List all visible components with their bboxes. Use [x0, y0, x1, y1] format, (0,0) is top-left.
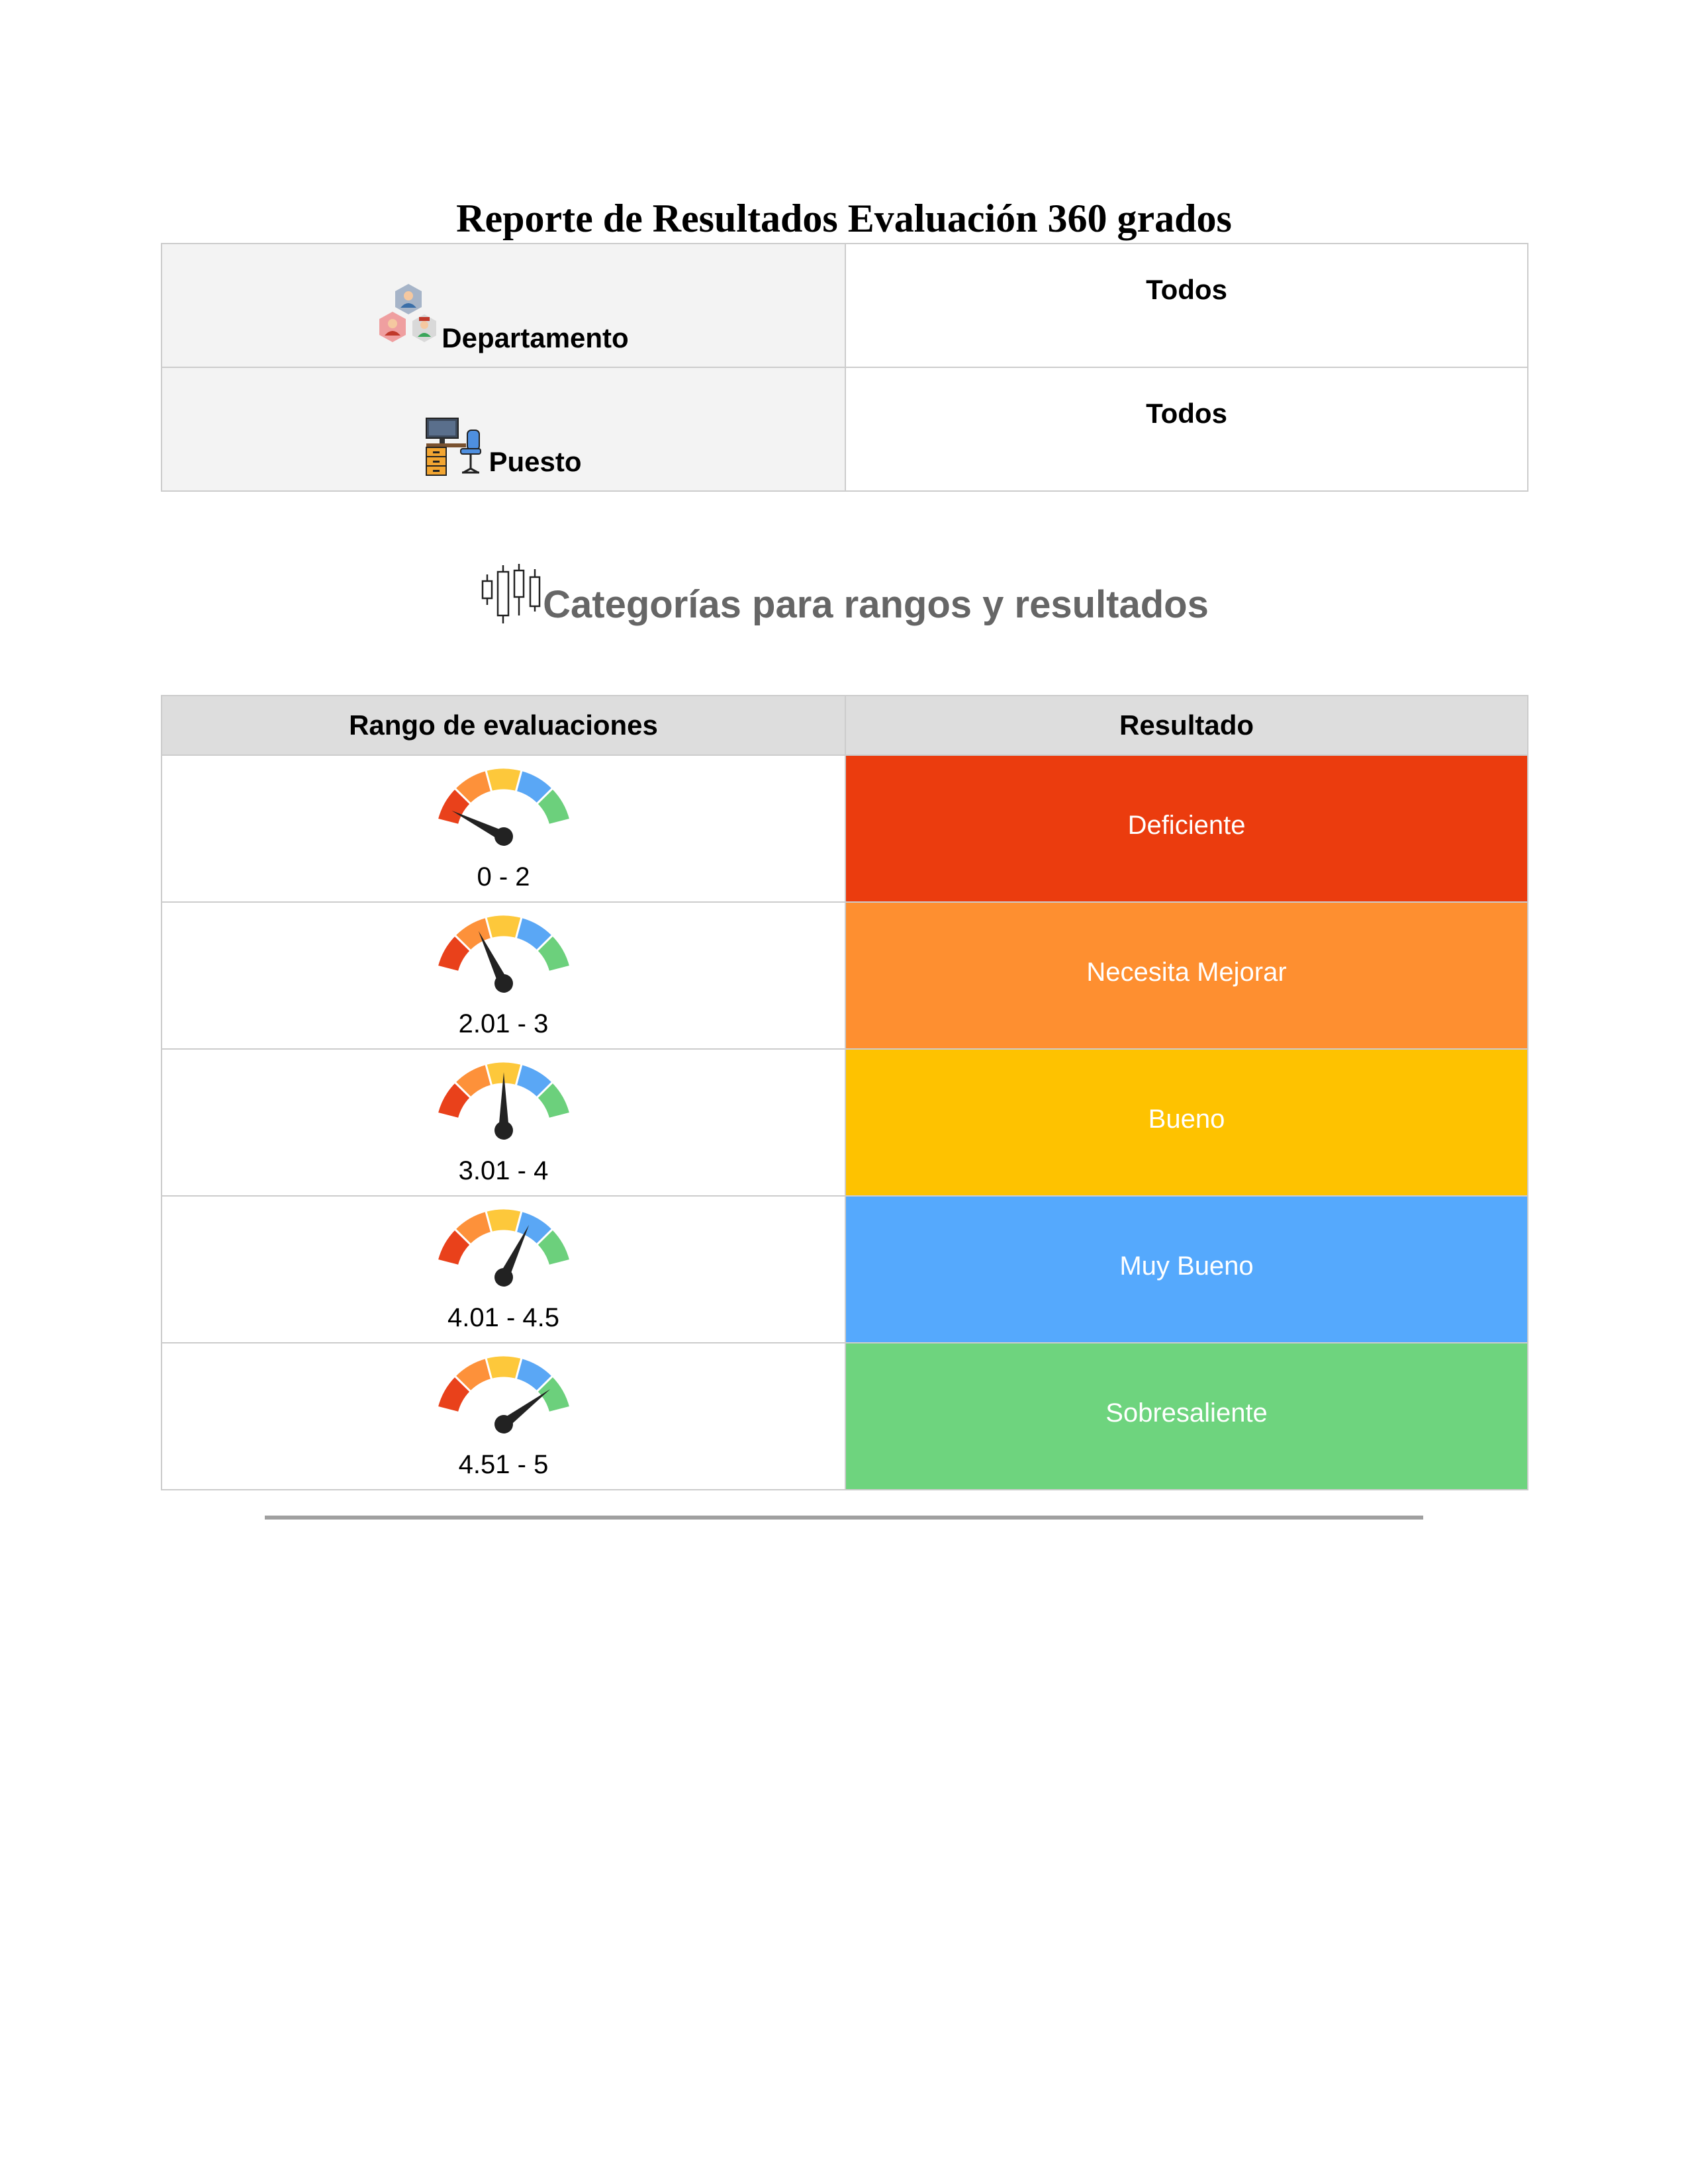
result-cell: Muy Bueno: [845, 1196, 1528, 1343]
gauge-hub: [494, 1121, 513, 1140]
filter-label-cell: [162, 244, 845, 367]
section-title: Categorías para rangos y resultados: [543, 583, 1209, 626]
column-header-range: Rango de evaluaciones: [162, 696, 845, 755]
gauge-hub: [494, 827, 513, 846]
desk-workstation-icon: [425, 416, 486, 477]
result-cell: Sobresaliente: [845, 1343, 1528, 1490]
filter-value-department: Todos: [845, 244, 1528, 367]
range-cell: [162, 1196, 845, 1343]
gauge-icon: [431, 1353, 577, 1445]
people-department-icon: [378, 283, 439, 353]
table-header-row: [162, 696, 1528, 755]
gauge-hub: [494, 1268, 513, 1287]
filter-row-position: [162, 367, 1528, 491]
range-value: 3.01 - 4: [458, 1156, 549, 1185]
range-value: 0 - 2: [477, 862, 530, 891]
gauge-icon: [431, 912, 577, 1005]
filter-value-position: Todos: [845, 367, 1528, 491]
range-cell: [162, 1049, 845, 1196]
gauge-icon: [431, 1059, 577, 1152]
range-value: 4.01 - 4.5: [447, 1303, 559, 1332]
gauge-icon: [431, 1206, 577, 1298]
range-cell: [162, 902, 845, 1049]
range-value: 4.51 - 5: [458, 1450, 549, 1479]
table-row: [162, 1196, 1528, 1343]
filter-label-cell: [162, 367, 845, 491]
table-row: [162, 1049, 1528, 1196]
table-row: [162, 755, 1528, 902]
result-cell: Deficiente: [845, 755, 1528, 902]
result-cell: Necesita Mejorar: [845, 902, 1528, 1049]
filter-label-department: Departamento: [442, 322, 629, 353]
ranges-table: [161, 695, 1528, 1490]
table-row: [162, 1343, 1528, 1490]
report-title: Reporte de Resultados Evaluación 360 grados: [456, 197, 1232, 240]
gauge-icon: [431, 765, 577, 858]
filter-label-position: Puesto: [489, 446, 582, 477]
result-cell: Bueno: [845, 1049, 1528, 1196]
range-value: 2.01 - 3: [458, 1009, 549, 1038]
table-row: [162, 902, 1528, 1049]
range-cell: [162, 755, 845, 902]
filter-row-department: [162, 244, 1528, 367]
section-heading: [0, 563, 1688, 629]
column-header-result: Resultado: [845, 696, 1528, 755]
range-cell: [162, 1343, 845, 1490]
filter-table: [161, 243, 1528, 492]
gauge-hub: [494, 1415, 513, 1433]
divider-line: [265, 1516, 1423, 1520]
candlestick-chart-icon: [479, 563, 543, 626]
gauge-hub: [494, 974, 513, 993]
